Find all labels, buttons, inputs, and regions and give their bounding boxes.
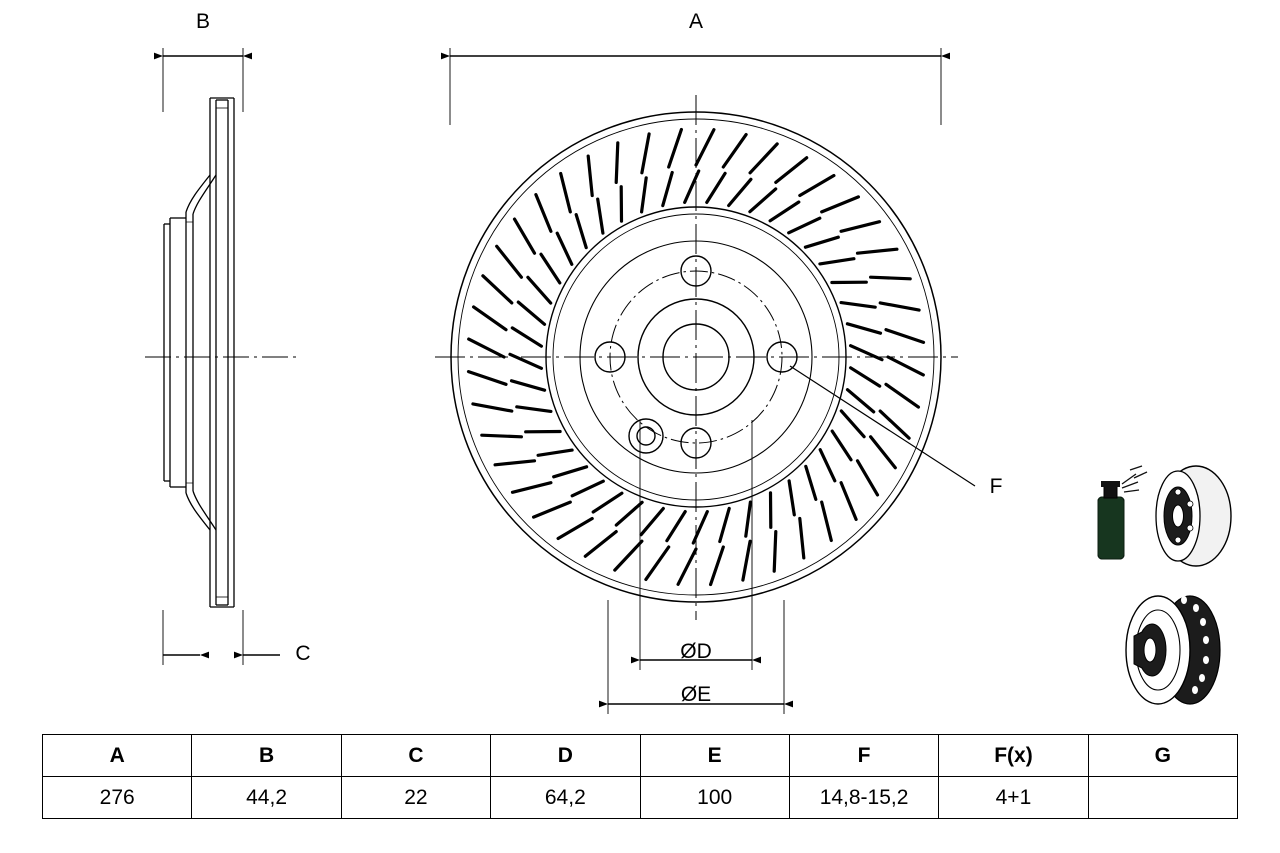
table-row xyxy=(43,777,1238,819)
spec-header-c: C xyxy=(341,735,490,777)
spec-header-e: E xyxy=(640,735,789,777)
spec-value-c: 22 xyxy=(341,777,490,819)
spec-value-e: 100 xyxy=(640,777,789,819)
leader-F xyxy=(790,366,975,486)
spec-header-f: F xyxy=(789,735,938,777)
disc-cross-section xyxy=(164,98,234,607)
spec-table xyxy=(42,734,1238,819)
spec-header-fx: F(x) xyxy=(939,735,1088,777)
spec-value-f: 14,8-15,2 xyxy=(789,777,938,819)
label-E: ØE xyxy=(680,683,712,706)
face-view xyxy=(435,48,975,714)
spec-table-header-row xyxy=(43,735,1238,777)
label-C: C xyxy=(295,642,311,665)
spec-value-fx: 4+1 xyxy=(939,777,1088,819)
side-section-view xyxy=(145,48,300,665)
brake-disc-vented-icon xyxy=(1126,596,1220,704)
coating-spray-icon xyxy=(1098,466,1147,559)
spec-value-d: 64,2 xyxy=(491,777,640,819)
spec-header-d: D xyxy=(491,735,640,777)
spec-value-b: 44,2 xyxy=(192,777,341,819)
label-F: F xyxy=(989,475,1003,498)
label-A: A xyxy=(688,10,704,33)
icon-group xyxy=(1098,466,1231,704)
label-B: B xyxy=(195,10,211,33)
spec-header-g: G xyxy=(1088,735,1237,777)
locating-pin-hole xyxy=(629,419,663,453)
spec-header-a: A xyxy=(43,735,192,777)
dimension-C xyxy=(163,610,280,665)
spec-value-a: 276 xyxy=(43,777,192,819)
label-D: ØD xyxy=(680,640,712,663)
dimension-B xyxy=(163,48,243,112)
spec-value-g xyxy=(1088,777,1237,819)
spec-header-b: B xyxy=(192,735,341,777)
brake-disc-hub-icon xyxy=(1156,466,1231,566)
